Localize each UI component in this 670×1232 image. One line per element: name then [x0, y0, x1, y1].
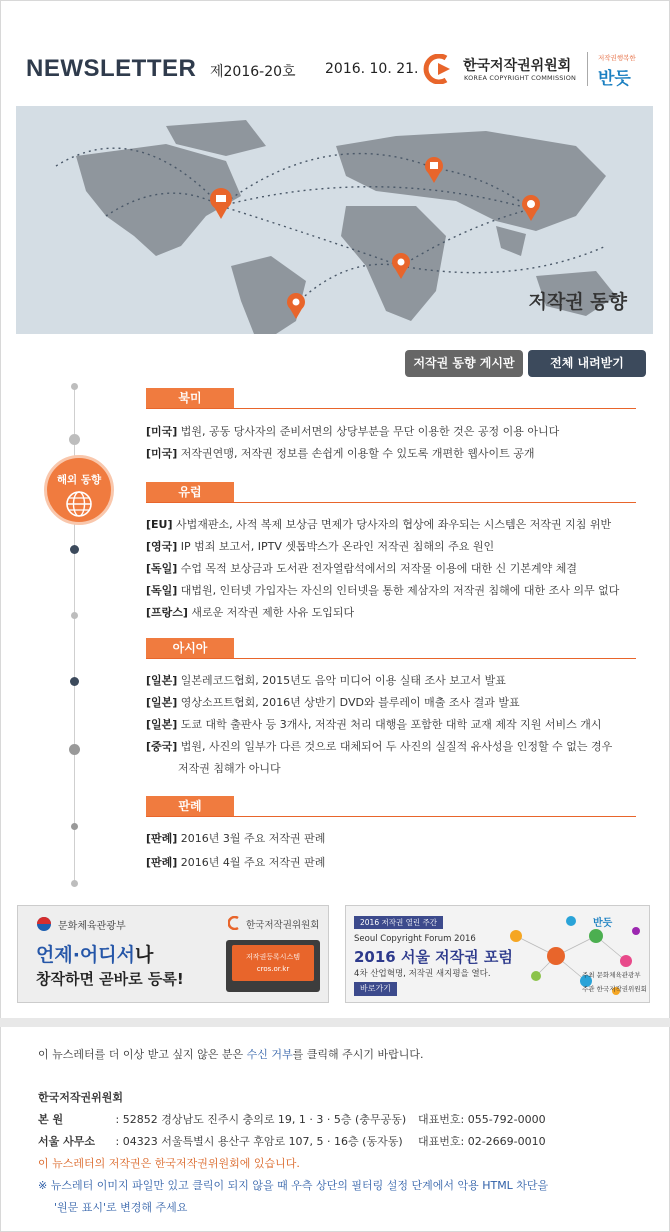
news-text: 수업 목적 보상금과 도서관 전자열람석에서의 저작물 이용에 대한 신 기본계약 체결 [177, 562, 578, 575]
download-all-button[interactable]: 전체 내려받기 [528, 350, 646, 377]
bandeut-logo: 반듯 [598, 69, 631, 89]
news-tag: [판례] [146, 832, 178, 845]
timeline-dot [71, 383, 78, 390]
news-tag: [판례] [146, 856, 178, 869]
news-text: 일본레코드협회, 2015년도 음악 미디어 이용 실태 조사 보고서 발표 [177, 674, 506, 687]
news-item[interactable] [146, 445, 535, 461]
news-text: 법원, 사진의 일부가 다른 것으로 대체되어 두 사진의 실질적 유사성을 인정할 수 없는 경우 [177, 740, 613, 753]
news-text: 2016년 3월 주요 저작권 판례 [177, 832, 326, 845]
news-text: 저작권 침해가 아니다 [178, 762, 281, 775]
timeline-dot [70, 545, 79, 554]
seoul-office-tel: 대표번호: 02-2669-0010 [418, 1135, 546, 1148]
ad-headline [36, 940, 153, 967]
footer-org-name: 한국저작권위원회 [38, 1091, 124, 1104]
news-text: 사법재판소, 사적 복제 보상금 면제가 당사자의 협상에 좌우되는 시스템은 저작권 지침 위반 [172, 518, 612, 531]
main-office-tel: 대표번호: 055-792-0000 [418, 1113, 546, 1126]
forum-title: 2016 서울 저작권 포럼 [354, 948, 513, 966]
display-notice-line1: ※ 뉴스레터 이미지 파일만 있고 클릭이 되지 않을 때 우측 상단의 필터링 설정 단계에서 악용 HTML 차단을 [38, 1179, 549, 1192]
timeline-dot [70, 677, 79, 686]
news-item[interactable] [146, 538, 494, 554]
news-item[interactable] [146, 854, 325, 870]
copyright-notice: 이 뉴스레터의 저작권은 한국저작권위원회에 있습니다. [38, 1157, 300, 1170]
news-tag: [프랑스] [146, 606, 188, 619]
main-office-value: : 52852 경상남도 진주시 충의로 19, 1 · 3 · 5층 (충무공동) [112, 1113, 407, 1126]
unsubscribe-pre: 이 뉴스레터를 더 이상 받고 싶지 않은 분은 [38, 1048, 247, 1061]
registration-system-title: 저작권등록시스템 [245, 953, 301, 961]
news-item[interactable] [146, 423, 559, 439]
news-tag: [일본] [146, 674, 178, 687]
timeline-dot [71, 823, 78, 830]
forum-host [582, 970, 641, 979]
unsubscribe-notice [38, 1046, 424, 1062]
news-tag: [영국] [146, 540, 178, 553]
timeline-dot [69, 434, 80, 445]
banner-title: 저작권 동향 [528, 291, 627, 313]
section-label-north-america: 북미 [146, 388, 234, 409]
bandeut-logo: 반듯 [593, 918, 613, 929]
news-text: 영상소프트협회, 2016년 상반기 DVD와 블루레이 매출 조사 결과 발표 [177, 696, 520, 709]
news-tag: [일본] [146, 718, 178, 731]
unsubscribe-link[interactable]: 수신 거부 [246, 1048, 293, 1061]
overseas-trend-label: 해외 동향 [56, 474, 102, 486]
ministry-name: 문화체육관광부 [58, 921, 126, 932]
header-divider [587, 52, 588, 86]
issue-date: 2016. 10. 21. [325, 61, 419, 77]
section-label-asia: 아시아 [146, 638, 234, 659]
news-text: IP 범죄 보고서, IPTV 셋톱박스가 온라인 저작권 침해의 주요 원인 [177, 540, 495, 553]
section-label-europe: 유럽 [146, 482, 234, 503]
news-item[interactable] [146, 716, 602, 732]
bandeut-tagline: 저작권행복한 [598, 54, 636, 62]
forum-organizer [582, 984, 647, 993]
forum-organizer-label: 주관 [582, 985, 595, 993]
trend-board-button[interactable]: 저작권 동향 게시판 [405, 350, 523, 377]
registration-ad-banner[interactable] [17, 905, 329, 1003]
forum-ad-banner[interactable] [345, 905, 650, 1003]
news-item[interactable] [146, 672, 506, 688]
section-rule [146, 658, 636, 659]
ad-headline-main: 언제·어디서 [36, 944, 135, 966]
ad-headline-suffix: 나 [135, 944, 154, 966]
ad-subheadline: 창작하면 곧바로 등록! [36, 970, 184, 988]
news-text: 저작권연맹, 저작권 정보를 손쉽게 이용할 수 있도록 개편한 웹사이트 공개 [177, 447, 535, 460]
news-text: 대법원, 인터넷 가입자는 자신의 인터넷을 통한 제삼자의 저작권 침해에 대한 조사 의무 없다 [177, 584, 620, 597]
news-tag: [독일] [146, 562, 178, 575]
news-tag: [일본] [146, 696, 178, 709]
news-text: 도쿄 대학 출판사 등 3개사, 저작권 처리 대행을 포함한 대학 교재 제작 지원 서비스 개시 [177, 718, 602, 731]
news-tag: [미국] [146, 425, 178, 438]
section-rule [146, 816, 636, 817]
forum-week-tag: 2016 저작권 열린 주간 [354, 916, 443, 929]
ministry-emblem-icon [36, 916, 52, 932]
main-office-label: 본 원 [38, 1113, 64, 1126]
issue-number: 제2016-20호 [210, 64, 296, 80]
section-rule [146, 502, 636, 503]
unsubscribe-post: 를 클릭해 주시기 바랍니다. [292, 1048, 424, 1061]
news-text: 2016년 4월 주요 저작권 판례 [177, 856, 326, 869]
commission-name: 한국저작권위원회 [463, 58, 572, 74]
section-label-cases: 판례 [146, 796, 234, 817]
forum-go-button[interactable]: 바로가기 [354, 982, 397, 996]
news-text: 법원, 공동 당사자의 준비서면의 상당부분을 무단 이용한 것은 공정 이용 아니다 [177, 425, 560, 438]
seoul-office-label: 서울 사무소 [38, 1135, 95, 1148]
laptop-screen [232, 945, 314, 981]
news-item[interactable] [146, 516, 611, 532]
newsletter-header [0, 44, 670, 94]
timeline-dot [69, 744, 80, 755]
newsletter-title: NEWSLETTER [26, 55, 197, 82]
forum-title-en: Seoul Copyright Forum 2016 [354, 934, 476, 944]
news-item[interactable] [146, 582, 619, 598]
main-office-address [38, 1111, 406, 1127]
news-tag: [중국] [146, 740, 178, 753]
overseas-trend-badge [44, 455, 114, 525]
forum-subtitle: 4차 산업혁명, 저작권 새지평을 열다. [354, 969, 491, 979]
timeline-dot [71, 880, 78, 887]
forum-organizer-name: 한국저작권위원회 [596, 985, 647, 993]
display-notice-line2: '원문 표시'로 변경해 주세요 [54, 1201, 188, 1214]
registration-system-url: cros.or.kr [256, 965, 290, 973]
globe-icon [65, 490, 93, 518]
seoul-office-address [38, 1133, 403, 1149]
news-item[interactable] [146, 830, 325, 846]
news-tag: [미국] [146, 447, 178, 460]
laptop-icon [226, 940, 320, 992]
footer-divider [0, 1018, 670, 1027]
news-text: 새로운 저작권 제한 사유 도입되다 [187, 606, 355, 619]
world-map-banner [16, 106, 653, 334]
news-item[interactable] [146, 604, 354, 620]
news-item[interactable] [146, 694, 520, 710]
news-tag: [EU] [146, 518, 173, 531]
commission-logo-icon [422, 54, 458, 84]
forum-host-name: 문화체육관광부 [596, 971, 641, 979]
commission-name-en: KOREA COPYRIGHT COMMISSION [464, 74, 577, 82]
commission-logo-icon [228, 916, 242, 930]
news-item[interactable] [146, 560, 577, 576]
timeline-dot [71, 612, 78, 619]
news-tag: [독일] [146, 584, 178, 597]
seoul-office-value: : 04323 서울특별시 용산구 후암로 107, 5 · 16층 (동자동) [112, 1135, 403, 1148]
section-rule [146, 408, 636, 409]
forum-host-label: 주최 [582, 971, 595, 979]
news-item-continuation[interactable] [178, 760, 281, 776]
news-item[interactable] [146, 738, 612, 754]
commission-name: 한국저작권위원회 [246, 920, 320, 931]
